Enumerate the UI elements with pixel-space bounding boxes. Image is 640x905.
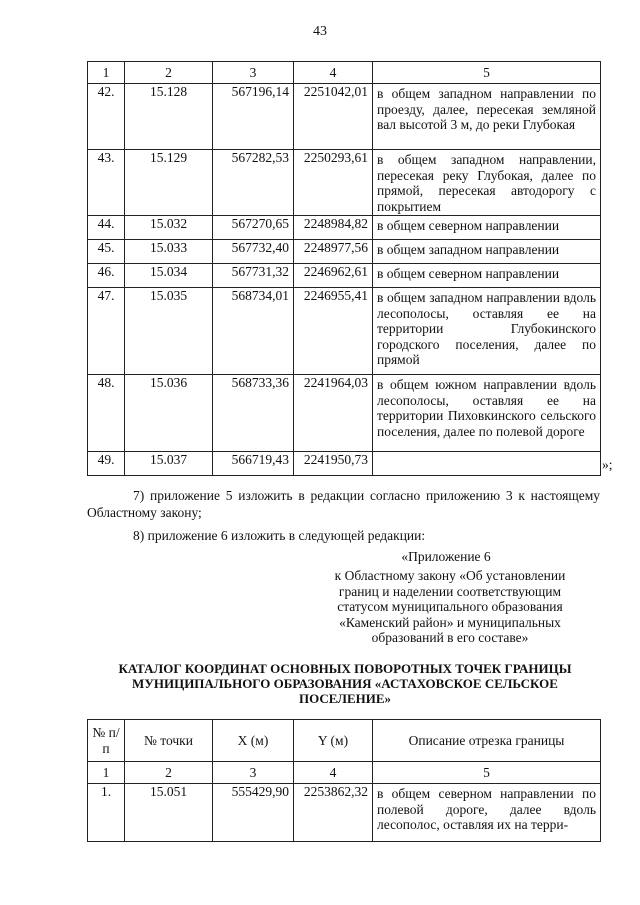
row-number: 47. [88, 288, 125, 375]
column-3-header: X (м) [213, 720, 294, 762]
row-number: 49. [88, 452, 125, 476]
segment-description: в общем северном направлении [373, 216, 601, 240]
segment-description: в общем западном направлении по проезду, далее, пересекая земляной вал высотой 3 м, до реки Глубокая [373, 84, 601, 150]
table-row [88, 452, 601, 476]
point-number: 15.037 [125, 452, 213, 476]
table-row [88, 84, 601, 150]
y-coordinate: 2251042,01 [294, 84, 373, 150]
column-5-header: 5 [373, 62, 601, 84]
column-3-header: 3 [213, 62, 294, 84]
column-5-header: Описание отрезка границы [373, 720, 601, 762]
point-number: 15.128 [125, 84, 213, 150]
segment-description: в общем северном направлении по полевой дороге, далее вдоль лесополос, оставляя их на терри- [373, 784, 601, 842]
column-2-header: № точки [125, 720, 213, 762]
y-coordinate: 2248984,82 [294, 216, 373, 240]
row-number: 48. [88, 375, 125, 452]
y-coordinate: 2253862,32 [294, 784, 373, 842]
x-coordinate: 566719,43 [213, 452, 294, 476]
table-row [88, 264, 601, 288]
x-coordinate: 567731,32 [213, 264, 294, 288]
coordinates-table-continued [87, 61, 601, 476]
point-number: 15.051 [125, 784, 213, 842]
y-coordinate: 2241964,03 [294, 375, 373, 452]
row-number: 44. [88, 216, 125, 240]
x-coordinate: 567270,65 [213, 216, 294, 240]
x-coordinate: 568734,01 [213, 288, 294, 375]
catalog-title: КАТАЛОГ КООРДИНАТ ОСНОВНЫХ ПОВОРОТНЫХ ТОЧЕК ГРАНИЦЫ МУНИЦИПАЛЬНОГО ОБРАЗОВАНИЯ «АСТАХОВСКОЕ СЕЛЬСКОЕ ПОСЕЛЕНИЕ» [118, 661, 572, 706]
segment-description: в общем южном направлении вдоль лесополосы, оставляя ее на территории Пиховкинского сельского поселения, далее по полевой дороге [373, 375, 601, 452]
paragraph-8: 8) приложение 6 изложить в следующей редакции: [133, 528, 426, 543]
x-coordinate: 567732,40 [213, 240, 294, 264]
column-1-header: 1 [88, 762, 125, 784]
x-coordinate: 555429,90 [213, 784, 294, 842]
segment-description: в общем западном направлении [373, 240, 601, 264]
x-coordinate: 568733,36 [213, 375, 294, 452]
row-number: 42. [88, 84, 125, 150]
column-4-header: 4 [294, 762, 373, 784]
coordinates-table-new [87, 719, 601, 842]
segment-description [373, 452, 601, 476]
row-number: 45. [88, 240, 125, 264]
y-coordinate: 2246955,41 [294, 288, 373, 375]
row-number: 43. [88, 150, 125, 216]
row-number: 1. [88, 784, 125, 842]
segment-description: в общем западном направлении, пересекая реку Глубокая, далее по прямой, пересекая автодорогу с покрытием [373, 150, 601, 216]
point-number: 15.034 [125, 264, 213, 288]
column-numbers-row [88, 762, 601, 784]
column-4-header: Y (м) [294, 720, 373, 762]
paragraph-7: 7) приложение 5 изложить в редакции согласно приложению 3 к настоящему Областному закону; [87, 488, 600, 520]
point-number: 15.032 [125, 216, 213, 240]
y-coordinate: 2241950,73 [294, 452, 373, 476]
table-row [88, 216, 601, 240]
column-4-header: 4 [294, 62, 373, 84]
column-numbers-row [88, 62, 601, 84]
y-coordinate: 2246962,61 [294, 264, 373, 288]
row-number: 46. [88, 264, 125, 288]
column-2-header: 2 [125, 62, 213, 84]
point-number: 15.129 [125, 150, 213, 216]
point-number: 15.036 [125, 375, 213, 452]
table-closing-mark: »; [602, 457, 613, 472]
table-row [88, 150, 601, 216]
column-1-header: № п/п [88, 720, 125, 762]
point-number: 15.033 [125, 240, 213, 264]
page-number: 43 [313, 24, 327, 39]
y-coordinate: 2250293,61 [294, 150, 373, 216]
appendix-reference: к Областному закону «Об установлении границ и наделении соответствующим статусом муниципального образования «Каменский район» и муниципальных образований в его составе» [334, 568, 566, 645]
column-1-header: 1 [88, 62, 125, 84]
y-coordinate: 2248977,56 [294, 240, 373, 264]
column-2-header: 2 [125, 762, 213, 784]
table-row [88, 240, 601, 264]
table-header-row [88, 720, 601, 762]
segment-description: в общем западном направлении вдоль лесополосы, оставляя ее на территории Глубокинского городского поселения, далее по прямой [373, 288, 601, 375]
appendix-title: «Приложение 6 [401, 549, 491, 564]
column-5-header: 5 [373, 762, 601, 784]
column-3-header: 3 [213, 762, 294, 784]
table-row [88, 288, 601, 375]
x-coordinate: 567282,53 [213, 150, 294, 216]
point-number: 15.035 [125, 288, 213, 375]
x-coordinate: 567196,14 [213, 84, 294, 150]
segment-description: в общем северном направлении [373, 264, 601, 288]
table-row [88, 784, 601, 842]
table-row [88, 375, 601, 452]
